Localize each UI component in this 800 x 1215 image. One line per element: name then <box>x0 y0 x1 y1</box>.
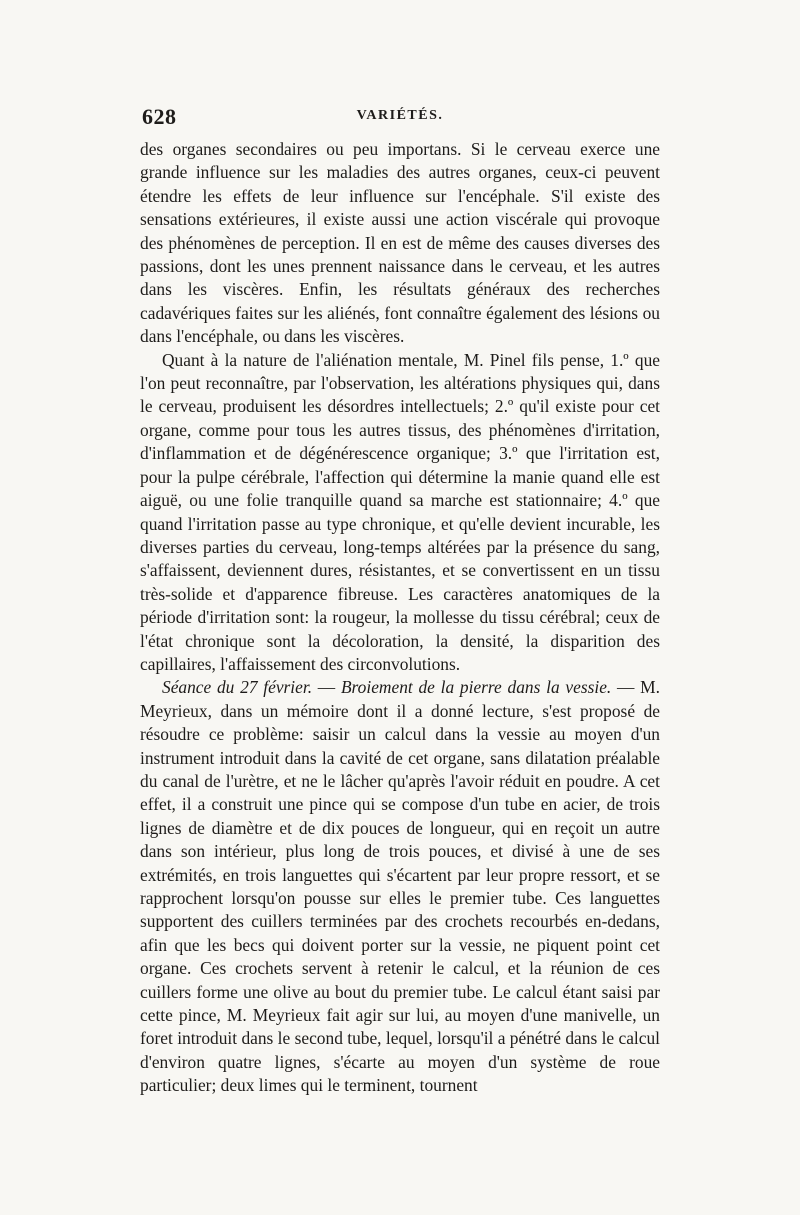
seance-dash-2: — <box>611 677 641 698</box>
paragraph-seance <box>140 676 660 1097</box>
paragraph-pinel: Quant à la nature de l'aliénation mentale, M. Pinel fils pense, 1.º que l'on peut reconnaître, par l'observation, les altérations physiques qui, dans le cerveau, produisent les désordres intellectuels; 2.º qu'il existe pour cet organe, comme pour tous les autres tissus, des phénomènes d'irritation, d'inflammation et de dégénérescence organique; 3.º que l'irritation est, pour la pulpe cérébrale, l'affection qui détermine la manie quand elle est aiguë, ou une folie tranquille quand sa marche est stationnaire; 4.º que quand l'irritation passe au type chronique, et qu'elle devient incurable, les diverses parties du cerveau, long-temps altérées par la présence du sang, s'affaissent, deviennent dures, résistantes, et se convertissent en un tissu très-solide et d'apparence fibreuse. Les caractères anatomiques de la période d'irritation sont: la rougeur, la mollesse du tissu cérébral; ceux de l'état chronique sont la décoloration, la densité, la disparition des capillaires, l'affaissement des circonvolutions. <box>140 349 660 674</box>
paragraph-continuation: des organes secondaires ou peu importans. Si le cerveau exerce une grande influence sur les maladies des autres organes, ceux-ci peuvent étendre les effets de leur influence sur l'encéphale. S'il existe des sensations extérieures, il existe aussi une action viscérale qui provoque des phénomènes de perception. Il en est de même des causes diverses des passions, dont les unes prennent naissance dans le cerveau, et les autres dans les viscères. Enfin, les résultats généraux des recherches cadavériques faites sur les aliénés, font connaître également des lésions ou dans l'encéphale, ou dans les viscères. <box>140 139 660 347</box>
seance-heading: Séance du 27 février. <box>162 677 313 698</box>
seance-dash-1: — <box>312 677 341 698</box>
running-head <box>140 104 660 134</box>
running-title: VARIÉTÉS. <box>356 108 444 123</box>
text-block <box>140 104 660 1098</box>
page-number: 628 <box>142 104 177 129</box>
paragraph-meyrieux: M. Meyrieux, dans un mémoire dont il a donné lecture, s'est proposé de résoudre ce problème: saisir un calcul dans la vessie au moyen d'un instrument introduit dans la cavité de cet organe, sans dilatation préalable du canal de l'urètre, et ne le lâcher qu'après l'avoir réduit en poudre. A cet effet, il a construit une pince qui se compose d'un tube en acier, de trois lignes de diamètre et de dix pouces de longueur, qui en reçoit un autre dans son intérieur, plus long de trois pouces, et divisé à une de ses extrémités, en trois languettes qui s'écartent par leur propre ressort, et se rapprochent lorsqu'on pousse sur elles le premier tube. Ces languettes supportent des cuillers terminées par des crochets recourbés en-dedans, afin que les becs qui doivent porter sur la vessie, ne piquent point cet organe. Ces crochets servent à retenir le calcul, et la réunion de ces cuillers forme une olive au bout du premier tube. Le calcul étant saisi par cette pince, M. Meyrieux fait agir sur lui, au moyen d'une manivelle, un foret introduit dans le second tube, lequel, lorsqu'il a pénétré dans le calcul d'environ quatre lignes, s'écarte au moyen d'un système de roue particulier; deux limes qui le terminent, tournent <box>140 677 660 1096</box>
seance-title: Broiement de la pierre dans la vessie. <box>340 677 612 698</box>
